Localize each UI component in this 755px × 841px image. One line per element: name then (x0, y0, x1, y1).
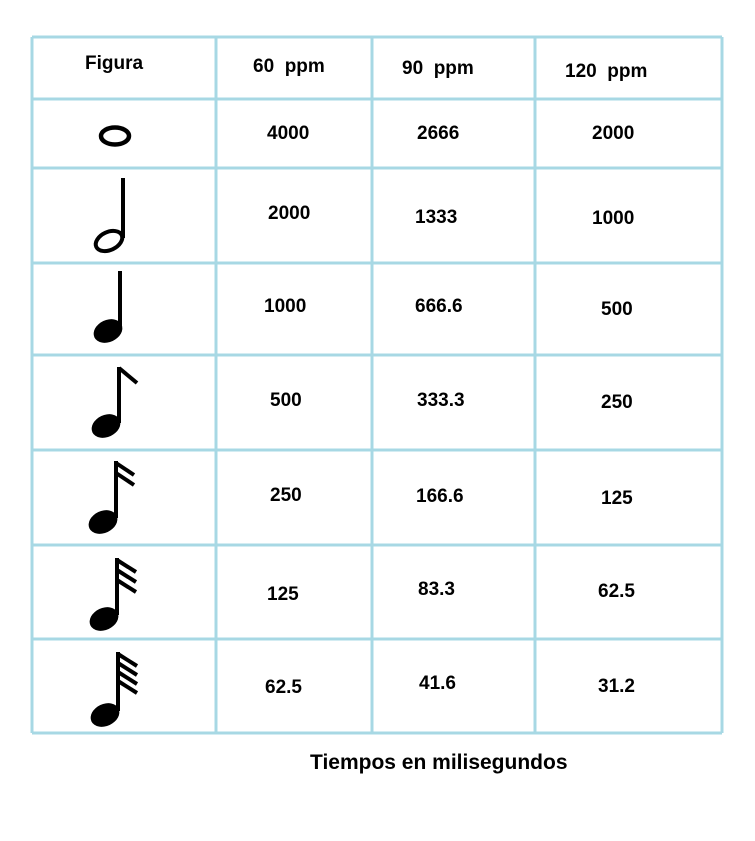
cell-90-bpm: 83.3 (418, 579, 455, 600)
cell-120-bpm: 31.2 (598, 676, 635, 697)
cell-90-bpm: 666.6 (415, 296, 463, 317)
cell-90-bpm: 333.3 (417, 390, 465, 411)
half-note-icon (86, 172, 146, 260)
table-caption: Tiempos en milisegundos (310, 751, 568, 774)
thirty-second-note-icon (86, 550, 146, 638)
header-figure: Figura (85, 53, 144, 74)
cell-60-bpm: 4000 (267, 123, 310, 144)
header-60-bpm: 60 ppm (253, 56, 325, 77)
cell-120-bpm: 125 (601, 488, 633, 509)
cell-120-bpm: 500 (601, 299, 633, 320)
sixteenth-note-icon (86, 455, 146, 543)
cell-60-bpm: 2000 (268, 203, 311, 224)
cell-60-bpm: 1000 (264, 296, 307, 317)
header-90-bpm: 90 ppm (402, 58, 474, 79)
cell-60-bpm: 250 (270, 485, 302, 506)
sixty-fourth-note-icon (86, 646, 146, 734)
cell-60-bpm: 125 (267, 584, 299, 605)
cell-60-bpm: 62.5 (265, 677, 302, 698)
cell-90-bpm: 2666 (417, 123, 460, 144)
cell-90-bpm: 41.6 (419, 673, 456, 694)
cell-60-bpm: 500 (270, 390, 302, 411)
eighth-note-icon (86, 360, 146, 448)
cell-90-bpm: 166.6 (416, 486, 464, 507)
whole-note-icon (95, 120, 135, 150)
cell-120-bpm: 250 (601, 392, 633, 413)
cell-120-bpm: 1000 (592, 208, 635, 229)
cell-120-bpm: 2000 (592, 123, 635, 144)
quarter-note-icon (86, 266, 146, 354)
cell-120-bpm: 62.5 (598, 581, 635, 602)
cell-90-bpm: 1333 (415, 207, 458, 228)
header-120-bpm: 120 ppm (565, 61, 648, 82)
